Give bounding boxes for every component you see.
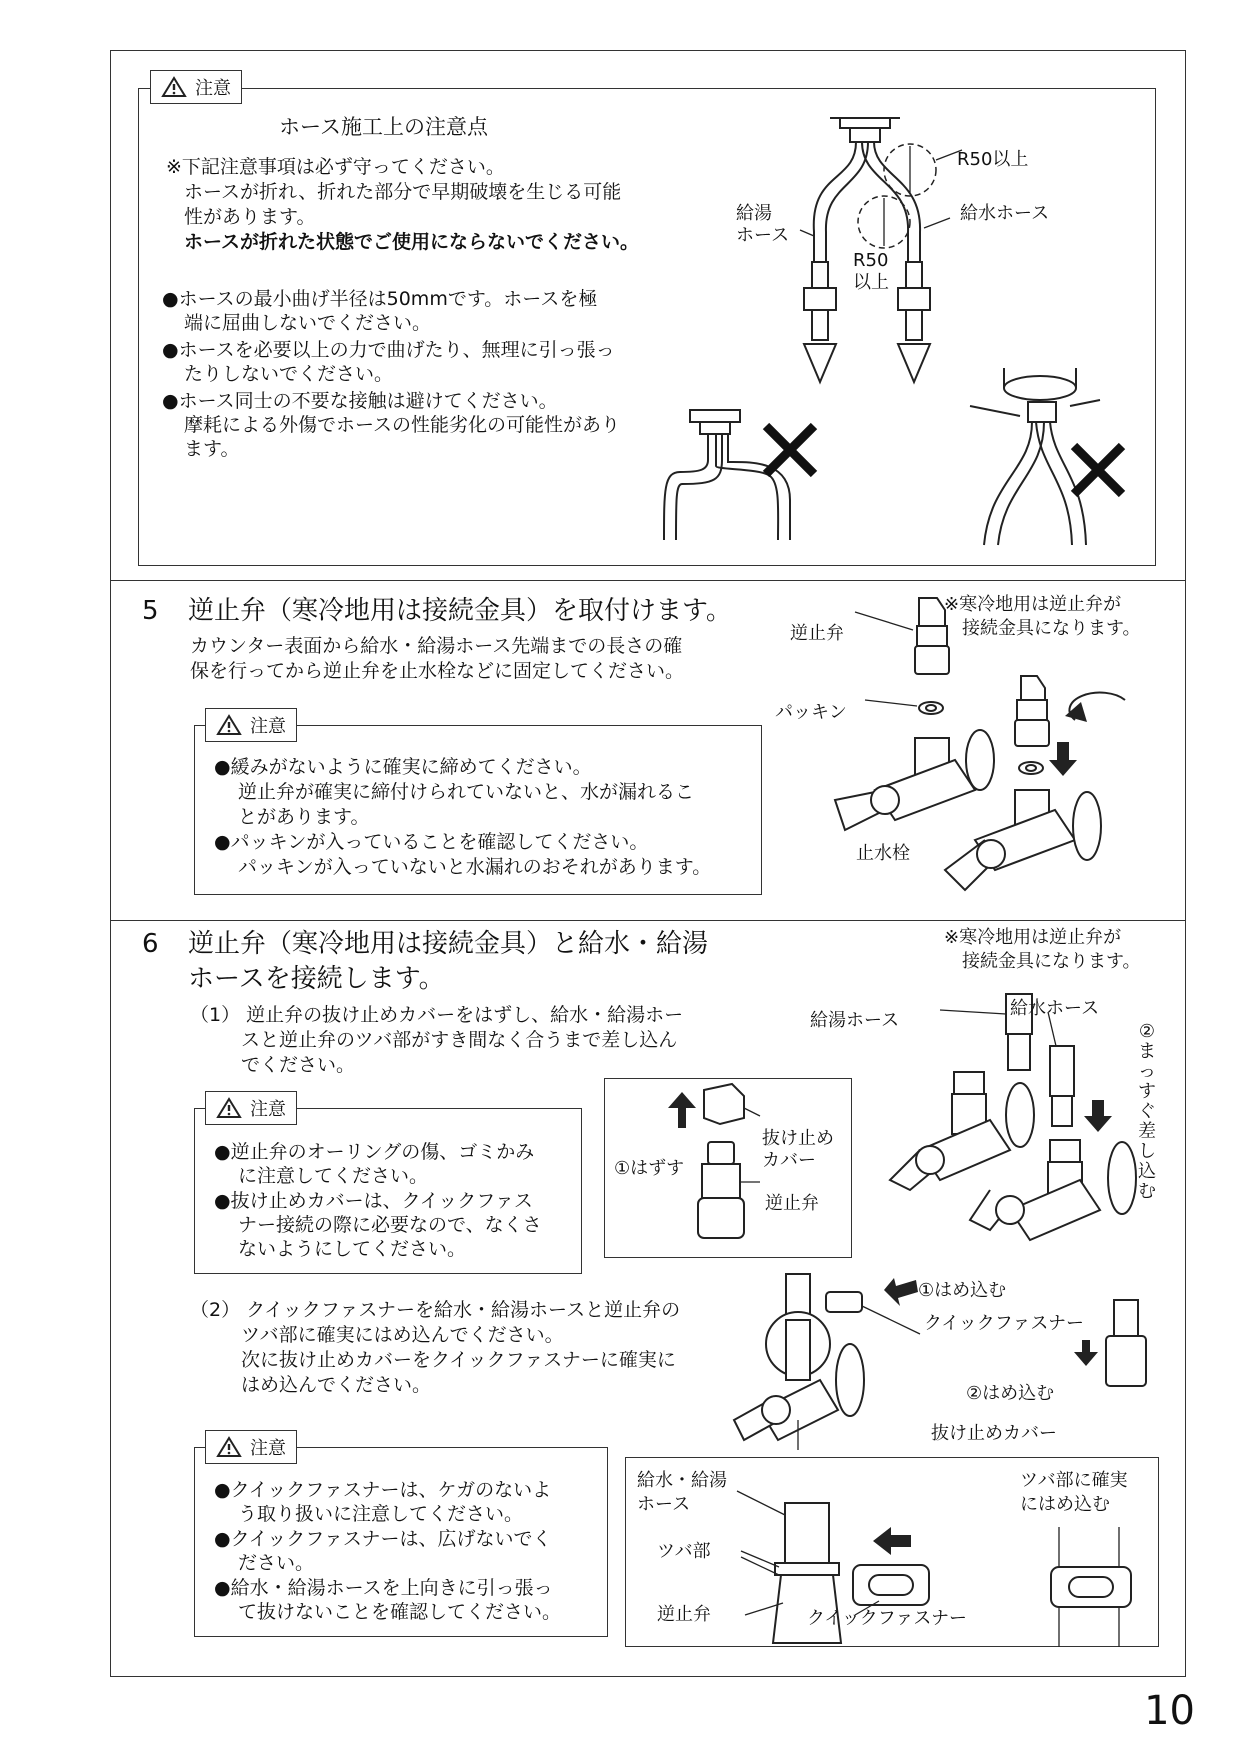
caution-line: ●緩みがないように確実に締めてください。 (214, 756, 592, 778)
step5-title: 逆止弁（寒冷地用は接続金具）を取付けます。 (188, 596, 732, 626)
label-hot-hose: 給湯 (736, 203, 772, 224)
step6-sub1: でください。 (241, 1054, 356, 1076)
caution-line: に注意してください。 (238, 1165, 429, 1187)
note-line: ※下記注意事項は必ず守ってください。 (166, 156, 505, 178)
caution-line: パッキンが入っていないと水漏れのおそれがあります。 (238, 856, 712, 878)
label-hose: 給水・給湯 (637, 1470, 727, 1491)
hose-insert-diagram (880, 990, 1180, 1220)
step6-sub2: 次に抜け止めカバーをクイックファスナーに確実に (241, 1349, 676, 1371)
label-cold-hose: 給水ホース (1010, 998, 1100, 1019)
step5-note: 接続金具になります。 (962, 618, 1141, 639)
step6-note: 接続金具になります。 (962, 951, 1141, 972)
note-line: ホースが折れ、折れた部分で早期破壊を生じる可能 (184, 181, 622, 203)
label-hot-hose: 給湯ホース (810, 1010, 900, 1031)
label-packing: パッキン (775, 702, 847, 723)
note-line: 性があります。 (184, 206, 316, 228)
label-insert-straight: ②まっすぐ差し込む (1138, 1021, 1156, 1202)
caution-line: ナー接続の際に必要なので、なくさ (238, 1214, 542, 1236)
label-r50-lower: 以上 (853, 272, 889, 293)
bullet-line: ●ホース同士の不要な接触は避けてください。 (162, 390, 558, 412)
label-stop-cover: 抜け止めカバー (931, 1423, 1057, 1444)
label-stop-cover: 抜け止め (762, 1128, 834, 1149)
caution-line: ●抜け止めカバーは、クイックファス (214, 1190, 533, 1212)
step6-sub2: ツバ部に確実にはめ込んでください。 (241, 1324, 564, 1346)
step6-sub1: スと逆止弁のツバ部がすき間なく合うまで差し込ん (241, 1029, 678, 1051)
label-fit-flange: にはめ込む (1020, 1494, 1110, 1515)
label-r50-lower: R50 (853, 250, 889, 271)
caution-line: ●給水・給湯ホースを上向きに引っ張っ (214, 1577, 553, 1599)
label-fit-in-1: ①はめ込む (918, 1280, 1007, 1301)
step5-desc: カウンター表面から給水・給湯ホース先端までの長さの確 (190, 635, 683, 657)
caution-label: 注意 (250, 1099, 286, 1120)
label-quick-fastener: クイックファスナー (807, 1608, 968, 1629)
caution-label: 注意 (250, 716, 286, 737)
section-divider-1 (110, 580, 1186, 581)
label-check-valve: 逆止弁 (790, 623, 844, 644)
warning-icon (216, 1097, 242, 1119)
bold-warning: ホースが折れた状態でご使用にならないでください。 (184, 231, 640, 253)
label-hose: ホース (637, 1494, 691, 1515)
caution-line: ●クイックファスナーは、ケガのないよ (214, 1479, 552, 1501)
cross-mark-icon (1068, 440, 1128, 500)
caution-line: ●逆止弁のオーリングの傷、ゴミかみ (214, 1141, 535, 1163)
step5-number: 5 (142, 596, 159, 626)
label-check-valve: 逆止弁 (765, 1193, 819, 1214)
caution-tag (150, 70, 242, 104)
label-hot-hose: ホース (736, 225, 790, 246)
page-number: 10 (1144, 1688, 1195, 1734)
section-divider-2 (110, 920, 1186, 921)
caution-line: とがあります。 (238, 806, 370, 828)
bullet-line: 摩耗による外傷でホースの性能劣化の可能性があり (184, 414, 621, 436)
label-stop-cover: カバー (762, 1150, 816, 1171)
step6-number: 6 (142, 929, 159, 959)
caution-line: う取り扱いに注意してください。 (238, 1503, 524, 1525)
caution-tag (205, 1430, 297, 1464)
step5-desc: 保を行ってから逆止弁を止水栓などに固定してください。 (190, 660, 685, 682)
caution-tag (205, 708, 297, 742)
caution-label: 注意 (195, 78, 231, 99)
label-check-valve: 逆止弁 (657, 1604, 711, 1625)
label-fit-in-2: ②はめ込む (966, 1383, 1055, 1404)
step6-sub1: （1） 逆止弁の抜け止めカバーをはずし、給水・給湯ホー (190, 1004, 684, 1026)
caution-label: 注意 (250, 1438, 286, 1459)
caution-line: て抜けないことを確認してください。 (238, 1601, 562, 1623)
caution-line: 逆止弁が確実に締付けられていないと、水が漏れるこ (238, 781, 695, 803)
caution-line: ●パッキンが入っていることを確認してください。 (214, 831, 649, 853)
step6-note: ※寒冷地用は逆止弁が (944, 927, 1122, 948)
warning-icon (161, 76, 187, 98)
warning-icon (216, 1436, 242, 1458)
label-remove: ①はずす (614, 1158, 685, 1179)
label-cold-hose: 給水ホース (960, 203, 1050, 224)
label-quick-fastener: クイックファスナー (924, 1313, 1085, 1334)
cross-mark-icon (760, 420, 820, 480)
bullet-line: ●ホースを必要以上の力で曲げたり、無理に引っ張っ (162, 339, 615, 361)
label-flange: ツバ部 (657, 1541, 711, 1562)
caution-line: ないようにしてください。 (238, 1238, 467, 1260)
caution-tag (205, 1091, 297, 1125)
warning-icon (216, 714, 242, 736)
step6-sub2: （2） クイックファスナーを給水・給湯ホースと逆止弁の (190, 1299, 681, 1321)
bullet-line: ます。 (184, 438, 240, 460)
hose-caution-title: ホース施工上の注意点 (279, 115, 488, 139)
step6-title: ホースを接続します。 (188, 964, 445, 994)
caution-line: ださい。 (238, 1552, 315, 1574)
label-stop-valve: 止水栓 (856, 843, 910, 864)
step6-title: 逆止弁（寒冷地用は接続金具）と給水・給湯 (188, 929, 709, 959)
caution-line: ●クイックファスナーは、広げないでく (214, 1528, 552, 1550)
bullet-line: たりしないでください。 (184, 363, 394, 385)
label-fit-flange: ツバ部に確実 (1020, 1470, 1128, 1491)
bullet-line: 端に屈曲しないでください。 (184, 312, 432, 334)
step6-sub2: はめ込んでください。 (241, 1374, 432, 1396)
bullet-line: ●ホースの最小曲げ半径は50mmです。ホースを極 (162, 288, 598, 310)
label-r50-upper: R50以上 (957, 149, 1029, 170)
step5-note: ※寒冷地用は逆止弁が (944, 594, 1122, 615)
